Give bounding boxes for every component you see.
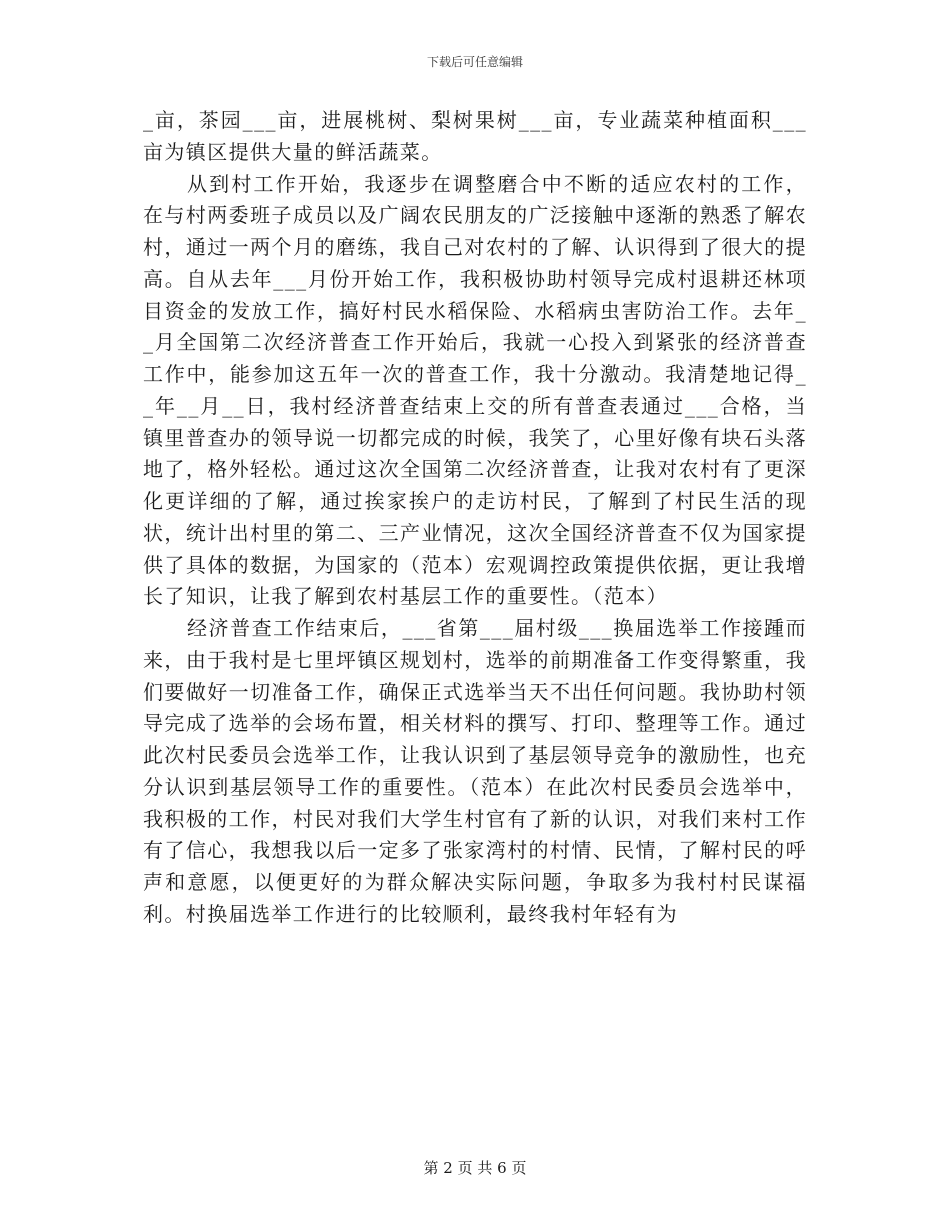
paragraph-village-work: 从到村工作开始，我逐步在调整磨合中不断的适应农村的工作，在与村两委班子成员以及广阔农民朋友的广泛接触中逐渐的熟悉了解农村，通过一两个月的磨练，我自己对农村的了解、认识得到了很大的提高。自从去年___月份开始工作，我积极协助村领导完成村退耕还林项目资金的发放工作，搞好村民水稻保险、水稻病虫害防治工作。去年__月全国第二次经济普查工作开始后，我就一心投入到紧张的经济普查工作中，能参加这五年一次的普查工作，我十分激动。我清楚地记得__年__月__日，我村经济普查结束上交的所有普查表通过___合格，当镇里普查办的领导说一切都完成的时候，我笑了，心里好像有块石头落地了，格外轻松。通过这次全国第二次经济普查，让我对农村有了更深化更详细的了解，通过挨家挨户的走访村民，了解到了村民生活的现状，统计出村里的第二、三产业情况，这次全国经济普查不仅为国家提供了具体的数据，为国家的（范本）宏观调控政策提供依据，更让我增长了知识，让我了解到农村基层工作的重要性。（范本） [143,171,807,609]
page-number: 第 2 页 共 6 页 [423,1159,527,1177]
paragraph-election-work: 经济普查工作结束后，___省第___届村级___换届选举工作接踵而来，由于我村是七里坪镇区规划村，选举的前期准备工作变得繁重，我们要做好一切准备工作，确保正式选举当天不出任何问题。我协助村领导完成了选举的会场布置，相关材料的撰写、打印、整理等工作。通过此次村民委员会选举工作，让我认识到了基层领导竞争的激励性，也充分认识到基层领导工作的重要性。（范本）在此次村民委员会选举中，我积极的工作，村民对我们大学生村官有了新的认识，对我们来村工作有了信心，我想我以后一定多了张家湾村的村情、民情，了解村民的呼声和意愿，以便更好的为群众解决实际问题，争取多为我村村民谋福利。村换届选举工作进行的比较顺利，最终我村年轻有为 [143,616,807,926]
page-header-note: 下载后可任意编辑 [426,55,523,69]
paragraph-continuation: _亩，茶园___亩，进展桃树、梨树果树___亩，专业蔬菜种植面积___亩为镇区提供大量的鲜活蔬菜。 [143,108,807,164]
document-body [143,105,807,931]
